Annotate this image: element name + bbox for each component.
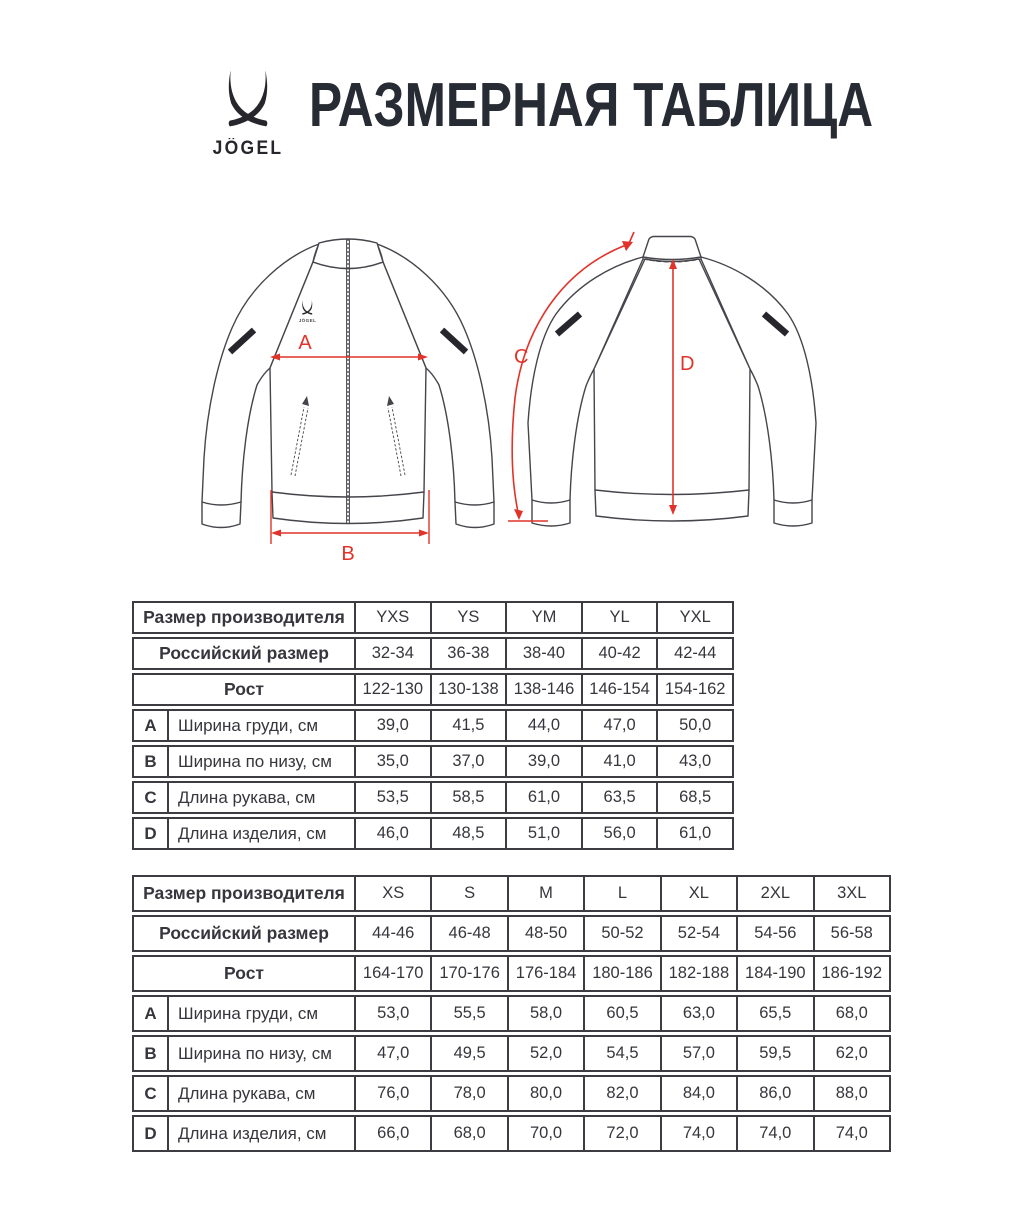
measure-key: C xyxy=(132,781,169,814)
cell-value: 2XL xyxy=(738,875,814,912)
measure-label: Ширина груди, см xyxy=(169,995,356,1032)
cell-value: 38-40 xyxy=(507,637,583,670)
label-a: A xyxy=(298,332,312,354)
cell-value: YXS xyxy=(356,601,432,634)
meta-row xyxy=(132,601,734,634)
cell-value: 39,0 xyxy=(507,745,583,778)
cell-value: 180-186 xyxy=(585,955,661,992)
meta-row xyxy=(132,915,891,952)
cell-value: S xyxy=(432,875,508,912)
measure-row xyxy=(132,1035,891,1072)
cell-value: YM xyxy=(507,601,583,634)
cell-value: 72,0 xyxy=(585,1115,661,1152)
cell-value: 176-184 xyxy=(509,955,585,992)
measure-key: A xyxy=(132,995,169,1032)
row-label: Размер производителя xyxy=(132,875,356,912)
cell-value: 50,0 xyxy=(658,709,734,742)
measure-key: B xyxy=(132,745,169,778)
cell-value: 182-188 xyxy=(662,955,738,992)
cell-value: 70,0 xyxy=(509,1115,585,1152)
cell-value: 63,5 xyxy=(583,781,659,814)
cell-value: XL xyxy=(662,875,738,912)
cell-value: 164-170 xyxy=(356,955,432,992)
jacket-front-diagram xyxy=(190,228,500,568)
cell-value: 35,0 xyxy=(356,745,432,778)
cell-value: 44,0 xyxy=(507,709,583,742)
cell-value: 56-58 xyxy=(815,915,891,952)
measure-row xyxy=(132,1115,891,1152)
cell-value: 41,0 xyxy=(583,745,659,778)
cell-value: 44-46 xyxy=(356,915,432,952)
cell-value: 39,0 xyxy=(356,709,432,742)
jacket-back-diagram xyxy=(500,228,845,568)
adult-size-table xyxy=(132,872,891,1155)
measure-label: Ширина по низу, см xyxy=(169,745,356,778)
cell-value: 68,0 xyxy=(432,1115,508,1152)
measure-label: Ширина груди, см xyxy=(169,709,356,742)
measure-label: Ширина по низу, см xyxy=(169,1035,356,1072)
measure-key: A xyxy=(132,709,169,742)
cell-value: 53,5 xyxy=(356,781,432,814)
cell-value: 58,0 xyxy=(509,995,585,1032)
cell-value: 84,0 xyxy=(662,1075,738,1112)
size-table xyxy=(132,872,891,1155)
cell-value: 57,0 xyxy=(662,1035,738,1072)
cell-value: 59,5 xyxy=(738,1035,814,1072)
cell-value: 3XL xyxy=(815,875,891,912)
cell-value: 46,0 xyxy=(356,817,432,850)
cell-value: YXL xyxy=(658,601,734,634)
cell-value: 146-154 xyxy=(583,673,659,706)
cell-value: 61,0 xyxy=(507,781,583,814)
cell-value: 48,5 xyxy=(432,817,508,850)
cell-value: 48-50 xyxy=(509,915,585,952)
measure-label: Длина рукава, см xyxy=(169,1075,356,1112)
cell-value: 50-52 xyxy=(585,915,661,952)
cell-value: 65,5 xyxy=(738,995,814,1032)
cell-value: 56,0 xyxy=(583,817,659,850)
cell-value: 51,0 xyxy=(507,817,583,850)
youth-size-table xyxy=(132,598,734,853)
meta-row xyxy=(132,637,734,670)
cell-value: 60,5 xyxy=(585,995,661,1032)
cell-value: 154-162 xyxy=(658,673,734,706)
measure-key: C xyxy=(132,1075,169,1112)
cell-value: YL xyxy=(583,601,659,634)
measure-row xyxy=(132,745,734,778)
cell-value: 76,0 xyxy=(356,1075,432,1112)
label-d: D xyxy=(680,353,695,375)
measure-row xyxy=(132,817,734,850)
measure-row xyxy=(132,995,891,1032)
cell-value: 170-176 xyxy=(432,955,508,992)
cell-value: 130-138 xyxy=(432,673,508,706)
cell-value: L xyxy=(585,875,661,912)
cell-value: 55,5 xyxy=(432,995,508,1032)
measure-key: D xyxy=(132,817,169,850)
measure-row xyxy=(132,781,734,814)
cell-value: 40-42 xyxy=(583,637,659,670)
cell-value: 54-56 xyxy=(738,915,814,952)
cell-value: 88,0 xyxy=(815,1075,891,1112)
cell-value: 46-48 xyxy=(432,915,508,952)
cell-value: 138-146 xyxy=(507,673,583,706)
measure-row xyxy=(132,1075,891,1112)
cell-value: 47,0 xyxy=(583,709,659,742)
cell-value: 74,0 xyxy=(815,1115,891,1152)
meta-row xyxy=(132,875,891,912)
label-b: B xyxy=(341,543,355,565)
measure-label: Длина изделия, см xyxy=(169,1115,356,1152)
brand-logo xyxy=(205,68,291,160)
chest-logo-text: JÖGEL xyxy=(298,318,317,323)
page-title: РАЗМЕРНАЯ ТАБЛИЦА xyxy=(309,71,874,140)
cell-value: 49,5 xyxy=(432,1035,508,1072)
cell-value: 62,0 xyxy=(815,1035,891,1072)
jogel-logo-icon xyxy=(224,68,272,130)
cell-value: 32-34 xyxy=(356,637,432,670)
row-label: Российский размер xyxy=(132,637,356,670)
cell-value: M xyxy=(509,875,585,912)
measure-label: Длина изделия, см xyxy=(169,817,356,850)
meta-row xyxy=(132,673,734,706)
cell-value: 58,5 xyxy=(432,781,508,814)
cell-value: 61,0 xyxy=(658,817,734,850)
cell-value: 36-38 xyxy=(432,637,508,670)
cell-value: 186-192 xyxy=(815,955,891,992)
row-label: Рост xyxy=(132,955,356,992)
cell-value: 86,0 xyxy=(738,1075,814,1112)
cell-value: 68,0 xyxy=(815,995,891,1032)
cell-value: 74,0 xyxy=(738,1115,814,1152)
cell-value: 43,0 xyxy=(658,745,734,778)
cell-value: 82,0 xyxy=(585,1075,661,1112)
measure-row xyxy=(132,709,734,742)
cell-value: YS xyxy=(432,601,508,634)
cell-value: 184-190 xyxy=(738,955,814,992)
cell-value: 52-54 xyxy=(662,915,738,952)
cell-value: 66,0 xyxy=(356,1115,432,1152)
cell-value: 53,0 xyxy=(356,995,432,1032)
cell-value: 47,0 xyxy=(356,1035,432,1072)
cell-value: 68,5 xyxy=(658,781,734,814)
cell-value: 63,0 xyxy=(662,995,738,1032)
brand-wordmark: JÖGEL xyxy=(212,138,284,159)
row-label: Размер производителя xyxy=(132,601,356,634)
cell-value: 80,0 xyxy=(509,1075,585,1112)
cell-value: 41,5 xyxy=(432,709,508,742)
cell-value: 54,5 xyxy=(585,1035,661,1072)
label-c: C xyxy=(514,346,529,368)
cell-value: 78,0 xyxy=(432,1075,508,1112)
measure-label: Длина рукава, см xyxy=(169,781,356,814)
measure-key: D xyxy=(132,1115,169,1152)
cell-value: 37,0 xyxy=(432,745,508,778)
row-label: Рост xyxy=(132,673,356,706)
cell-value: 52,0 xyxy=(509,1035,585,1072)
row-label: Российский размер xyxy=(132,915,356,952)
cell-value: XS xyxy=(356,875,432,912)
meta-row xyxy=(132,955,891,992)
cell-value: 74,0 xyxy=(662,1115,738,1152)
measure-key: B xyxy=(132,1035,169,1072)
size-table xyxy=(132,598,734,853)
cell-value: 42-44 xyxy=(658,637,734,670)
cell-value: 122-130 xyxy=(356,673,432,706)
